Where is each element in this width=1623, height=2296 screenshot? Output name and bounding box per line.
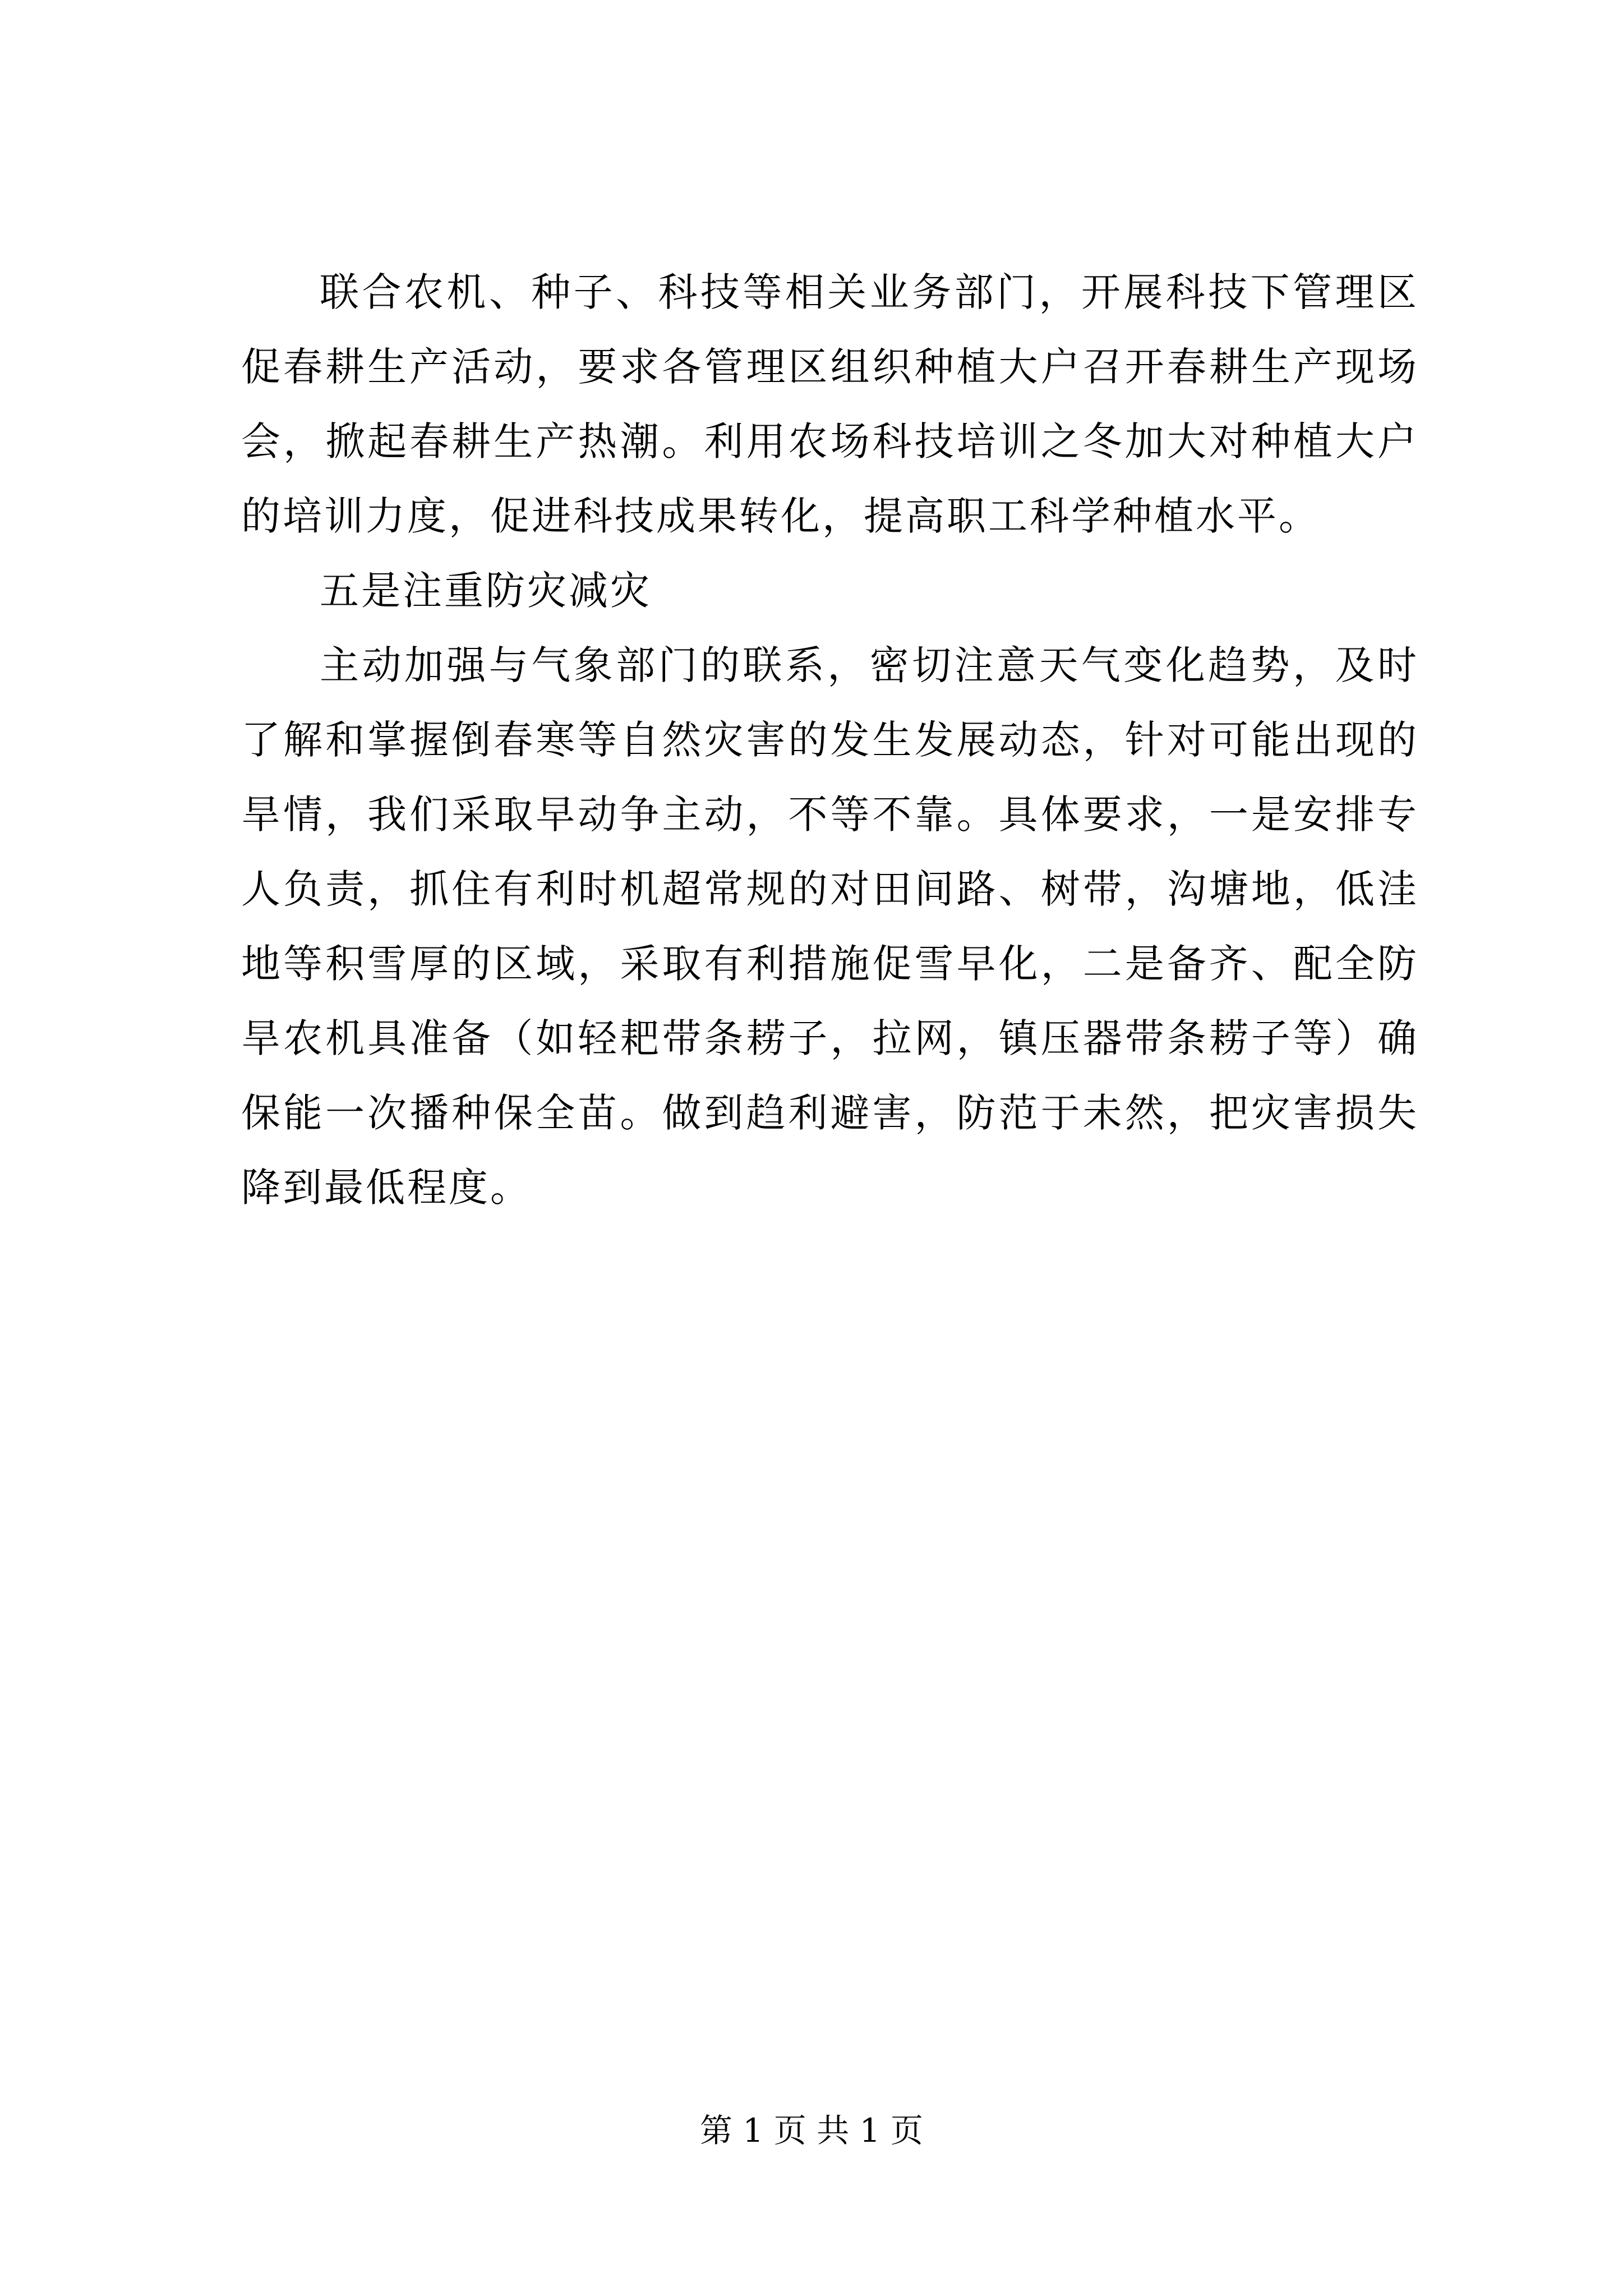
page-number-footer: 第 1 页 共 1 页 <box>700 2111 923 2150</box>
paragraph-disaster-prevention: 主动加强与气象部门的联系，密切注意天气变化趋势，及时了解和掌握倒春寒等自然灾害的发生发展动态，针对可能出现的旱情，我们采取早动争主动，不等不靠。具体要求，一是安排专人负责，抓住有利时机超常规的对田间路、树带，沟塘地，低洼地等积雪厚的区域，采取有利措施促雪早化，二是备齐、配全防旱农机具准备（如轻耙带条耢子，拉网，镇压器带条耢子等）确保能一次播种保全苗。做到趋利避害，防范于未然，把灾害损失降到最低程度。 <box>241 642 1419 1211</box>
section-heading-disaster-prevention: 五是注重防灾减灾 <box>320 568 652 614</box>
paragraph-spring-plowing-tech: 联合农机、种子、科技等相关业务部门，开展科技下管理区促春耕生产活动，要求各管理区组织种植大户召开春耕生产现场会，掀起春耕生产热潮。利用农场科技培训之冬加大对种植大户的培训力度，促进科技成果转化，提高职工科学种植水平。 <box>241 269 1419 539</box>
document-body <box>241 255 1419 1225</box>
